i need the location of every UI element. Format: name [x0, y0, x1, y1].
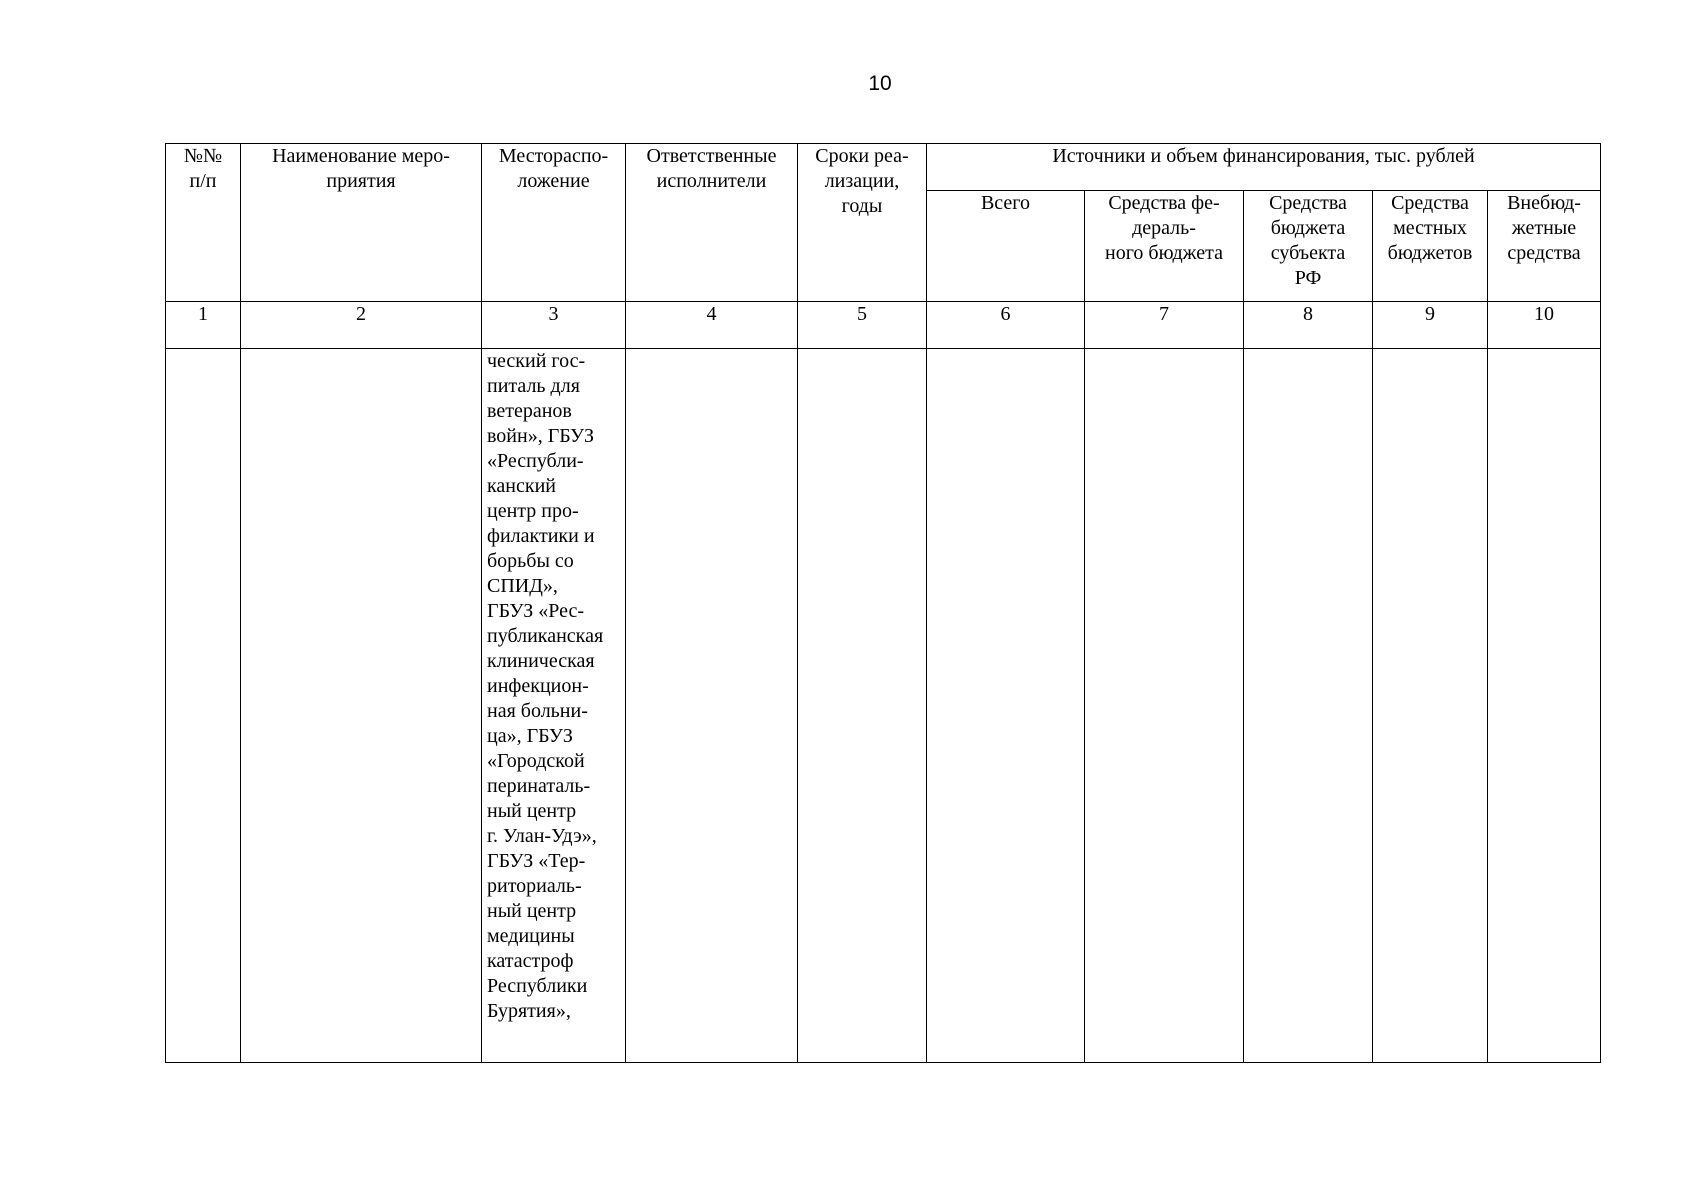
header-timeline: Сроки реа- лизации, годы [798, 144, 927, 302]
header-extrabudgetary: Внебюд- жетные средства [1488, 191, 1601, 302]
header-funding-sources: Источники и объем финансирования, тыс. рублей [927, 144, 1601, 191]
header-activity-name: Наименование меро- приятия [241, 144, 482, 302]
column-number: 8 [1244, 302, 1373, 349]
header-responsible: Ответственные исполнители [626, 144, 798, 302]
cell-extrabudgetary [1488, 349, 1601, 1063]
cell-regional-budget [1244, 349, 1373, 1063]
cell-number [166, 349, 241, 1063]
cell-location: ческий гос- питаль для ветеранов войн», ГБУЗ «Республи- канский центр про- филактики и борьбы со СПИД», ГБУЗ «Рес- публиканская клиническая инфекцион- ная больни- ца», ГБУЗ «Городской перинаталь- ный центр г. Улан-Удэ», ГБУЗ «Тер- риториаль- ный центр медицины катастроф Республики Бурятия», [482, 349, 626, 1063]
header-location: Местораспо- ложение [482, 144, 626, 302]
header-row-top [166, 144, 1601, 191]
column-number: 1 [166, 302, 241, 349]
column-number: 7 [1085, 302, 1244, 349]
header-regional-budget: Средства бюджета субъекта РФ [1244, 191, 1373, 302]
column-number: 5 [798, 302, 927, 349]
financing-table [165, 143, 1601, 1063]
cell-total [927, 349, 1085, 1063]
table-row [166, 349, 1601, 1063]
column-number: 3 [482, 302, 626, 349]
header-federal-budget: Средства фе- дераль- ного бюджета [1085, 191, 1244, 302]
column-number: 9 [1373, 302, 1488, 349]
column-number: 6 [927, 302, 1085, 349]
page-number: 10 [868, 72, 892, 95]
header-total: Всего [927, 191, 1085, 302]
cell-responsible [626, 349, 798, 1063]
cell-federal-budget [1085, 349, 1244, 1063]
column-number-row [166, 302, 1601, 349]
column-number: 2 [241, 302, 482, 349]
header-local-budgets: Средства местных бюджетов [1373, 191, 1488, 302]
cell-activity-name [241, 349, 482, 1063]
column-number: 10 [1488, 302, 1601, 349]
column-number: 4 [626, 302, 798, 349]
cell-timeline [798, 349, 927, 1063]
header-number: №№ п/п [166, 144, 241, 302]
cell-local-budgets [1373, 349, 1488, 1063]
